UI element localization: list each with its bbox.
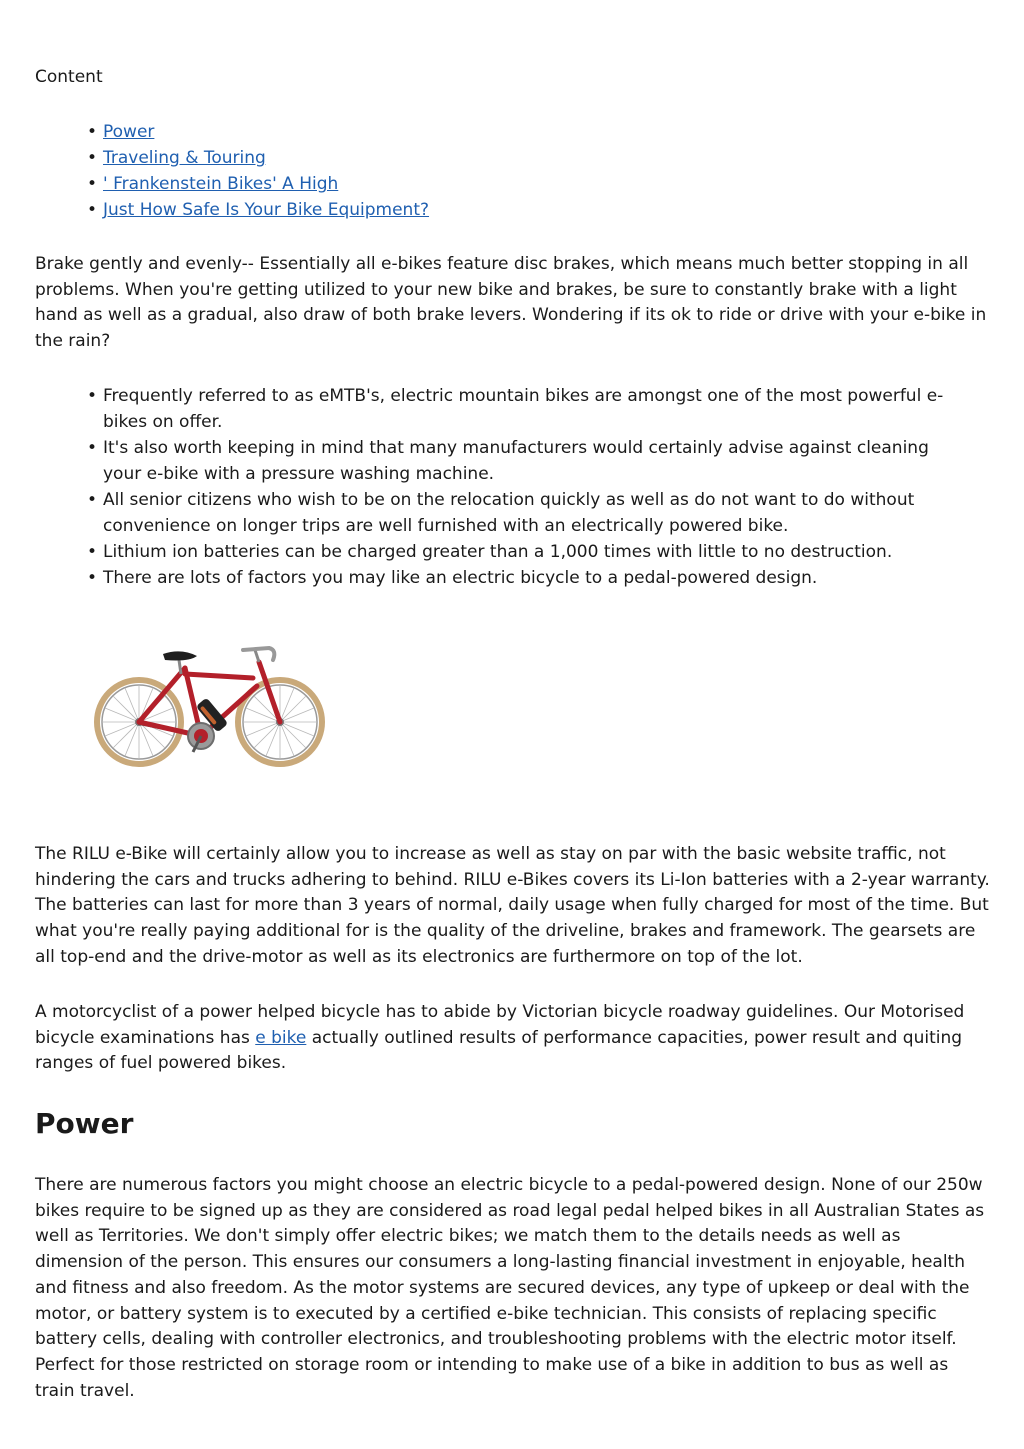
list-item: • Frequently referred to as eMTB's, electric mountain bikes are amongst one of the most powerful e-bikes on offer. — [87, 383, 967, 435]
toc-item — [87, 197, 967, 223]
section-heading-power: Power — [35, 1107, 134, 1140]
e-bike-link[interactable]: e bike — [255, 1027, 307, 1048]
paragraph-text: A motorcyclist of a power helped bicycle has to abide by Victorian bicycle roadway guidelines. Our Motorised bicycle examinations has — [35, 1002, 965, 1048]
toc-list — [87, 119, 967, 223]
paragraph-text: actually outlined results of performance capacities, power result and quiting ranges of fuel powered bikes. — [35, 1027, 963, 1074]
motorised-bicycle-paragraph — [35, 1000, 990, 1077]
rilu-paragraph: The RILU e-Bike will certainly allow you to increase as well as stay on par with the basic website traffic, not hindering the cars and trucks adhering to behind. RILU e-Bikes covers its Li-Ion batteries with a 2-year warranty. The batteries can last for more than 3 years of normal, daily usage when fully charged for most of the time. But what you're really paying additional for is the quality of the driveline, brakes and framework. The gearsets are all top-end and the drive-motor as well as its electronics are furthermore on top of the lot. — [35, 844, 990, 967]
toc-link-traveling-touring[interactable]: Traveling & Touring — [103, 148, 266, 168]
feature-bullet-list — [87, 383, 967, 591]
toc-item — [87, 171, 967, 197]
list-item: • It's also worth keeping in mind that many manufacturers would certainly advise against cleaning your e-bike with a pressure washing machine. — [87, 435, 967, 487]
intro-paragraph: Brake gently and evenly-- Essentially all e-bikes feature disc brakes, which means much better stopping in all problems. When you're getting utilized to your new bike and brakes, be sure to constantly brake with a light hand as well as a gradual, also draw of both brake levers. Wondering if its ok to ride or drive with your e-bike in the rain? — [35, 254, 987, 352]
power-paragraph: There are numerous factors you might choose an electric bicycle to a pedal-powered design. None of our 250w bikes require to be signed up as they are considered as road legal pedal helped bikes in all Australian States as well as Territories. We don't simply offer electric bikes; we match them to the details needs as well as dimension of the person. This ensures our consumers a long-lasting financial investment in enjoyable, health and fitness and also freedom. As the motor systems are secured devices, any type of upkeep or deal with the motor, or battery system is to executed by a certified e-bike technician. This consists of replacing specific battery cells, dealing with controller electronics, and troubleshooting problems with the electric motor itself. Perfect for those restricted on storage room or intending to make use of a bike in addition to bus as well as train travel. — [35, 1175, 985, 1401]
list-item: • Lithium ion batteries can be charged greater than a 1,000 times with little to no destruction. — [87, 539, 967, 565]
toc-item — [87, 145, 967, 171]
toc-heading: Content — [35, 67, 103, 87]
toc-link-frankenstein-bikes[interactable]: ' Frankenstein Bikes' A High — [103, 174, 339, 194]
electric-bicycle-illustration — [93, 640, 329, 786]
toc-link-power[interactable]: Power — [103, 122, 155, 142]
toc-item — [87, 119, 967, 145]
list-item: • There are lots of factors you may like an electric bicycle to a pedal-powered design. — [87, 565, 967, 591]
list-item: • All senior citizens who wish to be on the relocation quickly as well as do not want to do without convenience on longer trips are well furnished with an electrically powered bike. — [87, 487, 967, 539]
toc-link-bike-equipment-safety[interactable]: Just How Safe Is Your Bike Equipment? — [103, 200, 430, 220]
